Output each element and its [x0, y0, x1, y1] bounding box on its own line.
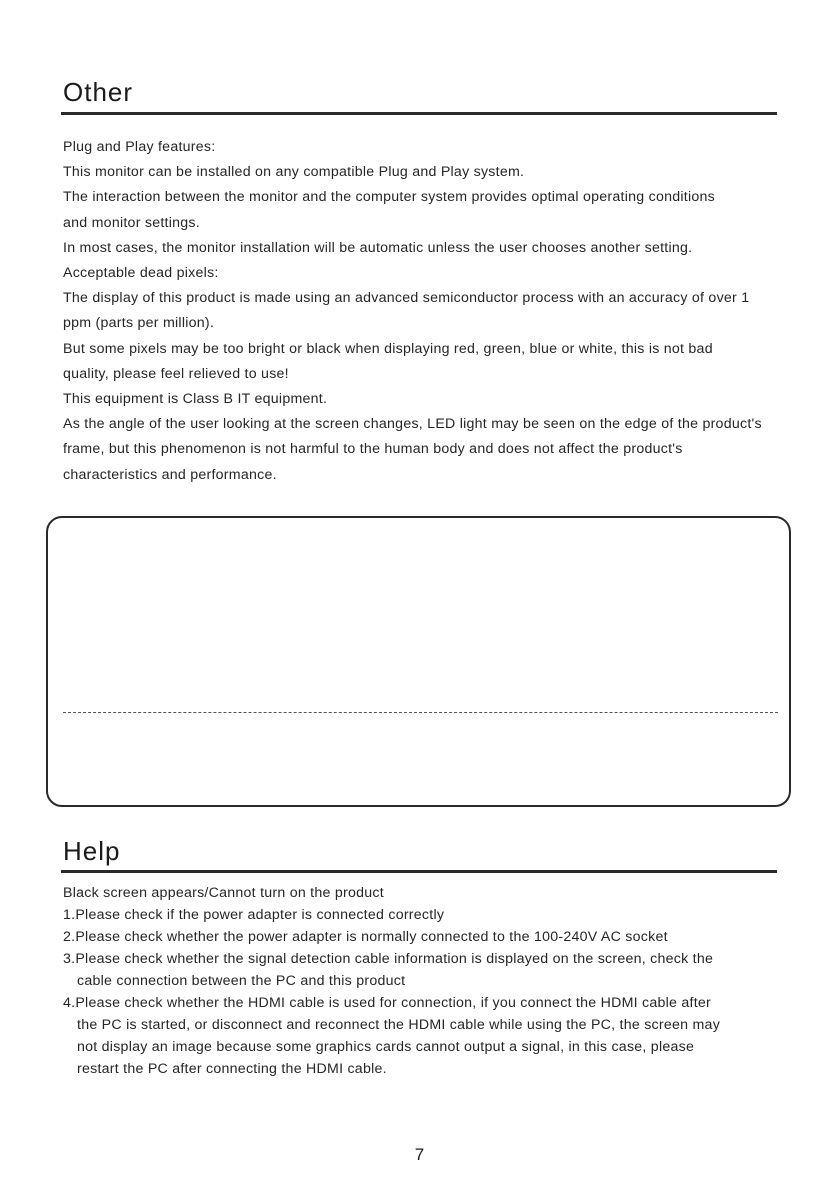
other-line: and monitor settings. — [63, 214, 200, 231]
other-line: As the angle of the user looking at the screen changes, LED light may be seen on the edge of the product's — [63, 416, 762, 433]
other-line: The interaction between the monitor and the computer system provides optimal operating conditions — [63, 189, 715, 206]
other-line: This monitor can be installed on any compatible Plug and Play system. — [63, 164, 525, 181]
help-line: 2.Please check whether the power adapter is normally connected to the 100-240V AC socket — [63, 929, 668, 945]
help-title-divider — [61, 870, 777, 873]
empty-note-box — [46, 516, 791, 807]
dashed-divider — [63, 712, 778, 713]
help-section-title: Help — [63, 836, 121, 866]
help-line: 1.Please check if the power adapter is connected correctly — [63, 907, 445, 923]
other-line: characteristics and performance. — [63, 466, 277, 483]
other-line: The display of this product is made using an advanced semiconductor process with an accuracy of over 1 — [63, 290, 750, 307]
help-line: Black screen appears/Cannot turn on the product — [63, 885, 384, 901]
page-number: 7 — [414, 1145, 425, 1164]
other-line: frame, but this phenomenon is not harmful to the human body and does not affect the product's — [63, 441, 683, 458]
other-line: Acceptable dead pixels: — [63, 265, 219, 282]
other-line: This equipment is Class B IT equipment. — [63, 391, 328, 408]
help-line: not display an image because some graphics cards cannot output a signal, in this case, please — [77, 1039, 695, 1055]
help-line: the PC is started, or disconnect and reconnect the HDMI cable while using the PC, the screen may — [77, 1017, 721, 1033]
other-line: ppm (parts per million). — [63, 315, 215, 332]
help-line: 3.Please check whether the signal detection cable information is displayed on the screen, check the — [63, 951, 714, 967]
other-section-title: Other — [63, 77, 134, 107]
other-line: Plug and Play features: — [63, 139, 216, 155]
help-line: 4.Please check whether the HDMI cable is used for connection, if you connect the HDMI cable after — [63, 995, 712, 1011]
help-line: cable connection between the PC and this product — [77, 973, 406, 989]
other-line: quality, please feel relieved to use! — [63, 365, 289, 382]
other-title-divider — [61, 112, 777, 115]
other-line: But some pixels may be too bright or black when displaying red, green, blue or white, this is not bad — [63, 340, 713, 357]
help-line: restart the PC after connecting the HDMI cable. — [77, 1061, 387, 1077]
other-line: In most cases, the monitor installation will be automatic unless the user chooses another setting. — [63, 239, 693, 256]
other-section-body — [63, 135, 783, 488]
help-section-body — [63, 882, 783, 1080]
